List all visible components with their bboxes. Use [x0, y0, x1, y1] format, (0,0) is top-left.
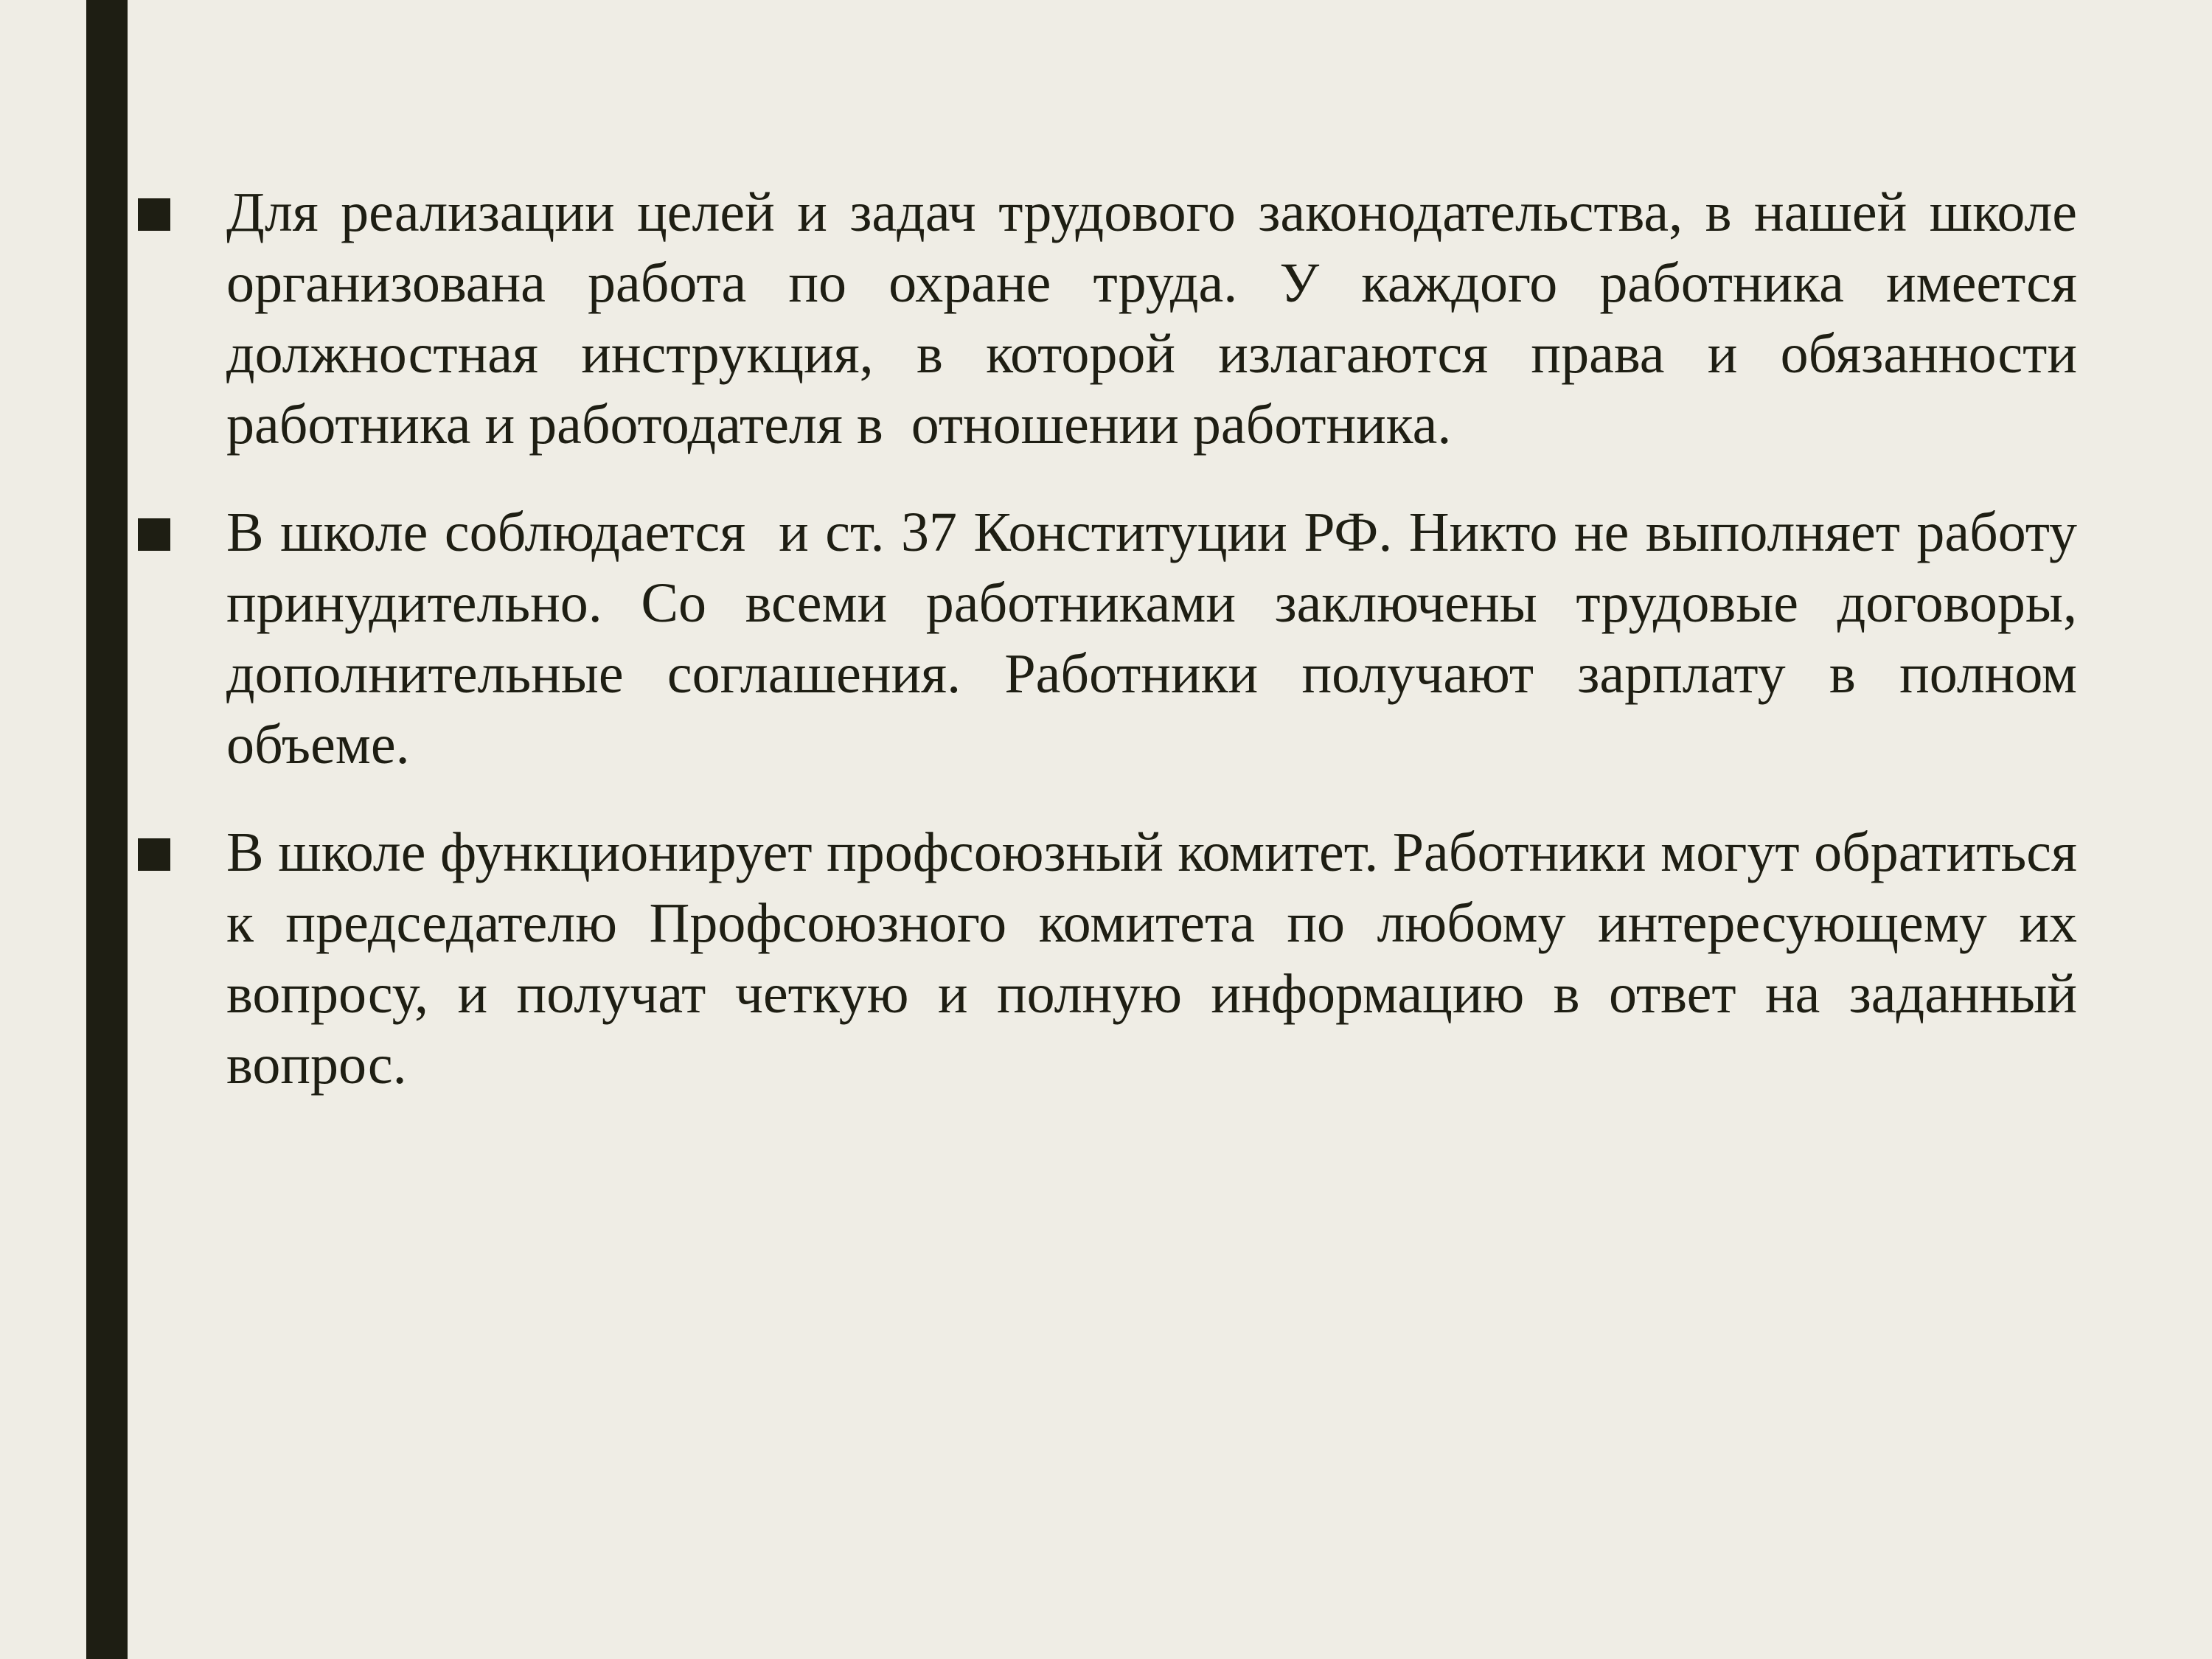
square-bullet-icon — [138, 838, 170, 871]
bullet-item-constitution — [136, 497, 2091, 780]
bullet-text: В школе функционирует профсоюзный комитет. Работники могут обратиться к председателю Профсоюзного комитета по любому интересующему их вопросу, и получат четкую и полную информацию в ответ на заданный вопрос. — [226, 821, 2091, 1096]
left-accent-bar — [86, 0, 128, 1659]
bullet-item-trade-union — [136, 817, 2091, 1100]
bullet-list — [136, 177, 2091, 1137]
bullet-text: Для реализации целей и задач трудового законодательства, в нашей школе организована работа по охране труда. У каждого работника имеется должностная инструкция, в которой излагаются права и обязанности работника и работодателя в отношении работника. — [226, 181, 2091, 456]
square-bullet-icon — [138, 198, 170, 231]
bullet-text: В школе соблюдается и ст. 37 Конституции РФ. Никто не выполняет работу принудительно. Со всеми работниками заключены трудовые договоры, дополнительные соглашения. Работники получают зарплату в полном объеме. — [226, 501, 2091, 776]
square-bullet-icon — [138, 518, 170, 551]
bullet-item-labor-protection — [136, 177, 2091, 460]
